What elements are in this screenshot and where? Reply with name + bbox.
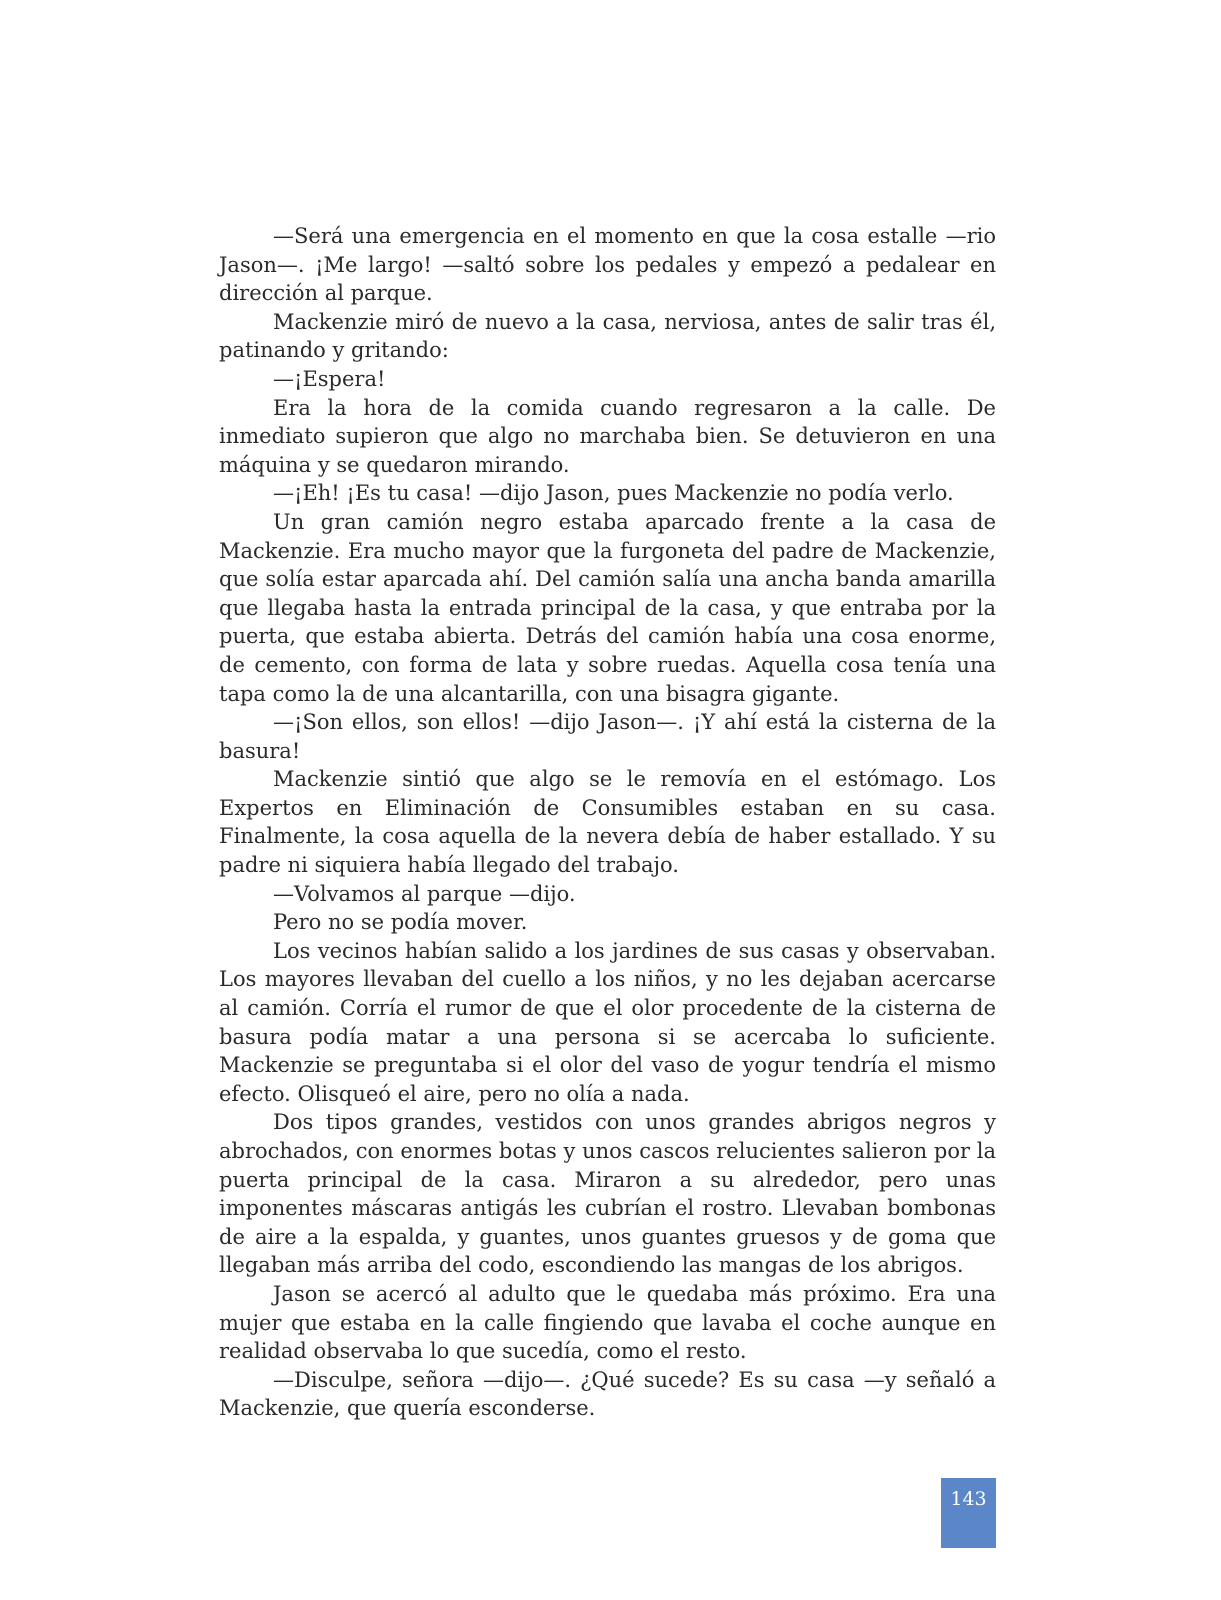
paragraph: Un gran camión negro estaba aparcado frente a la casa de Mackenzie. Era mucho mayor que la furgoneta del padre de Mackenzie, que solía estar aparcada ahí. Del camión salía una ancha banda amarilla que llegaba hasta la entrada principal de la casa, y que entraba por la puerta, que estaba abierta. Detrás del camión había una cosa enorme, de cemento, con forma de lata y sobre ruedas. Aquella cosa tenía una tapa como la de una alcantarilla, con una bisagra gigante. xyxy=(219,509,996,706)
paragraph: Pero no se podía mover. xyxy=(273,910,528,935)
page-number-tab xyxy=(941,1478,996,1548)
paragraph: —Será una emergencia en el momento en que la cosa estalle —rio Jason—. ¡Me largo! —saltó sobre los pedales y empezó a pedalear en dirección al parque. xyxy=(219,224,996,306)
paragraph: —¡Eh! ¡Es tu casa! —dijo Jason, pues Mackenzie no podía verlo. xyxy=(273,481,954,506)
paragraph: Los vecinos habían salido a los jardines de sus casas y observaban. Los mayores llevaban del cuello a los niños, y no les dejaban acercarse al camión. Corría el rumor de que el olor procedente de la cisterna de basura podía matar a una persona si se acercaba lo suficiente. Mackenzie se preguntaba si el olor del vaso de yogur tendría el mismo efecto. Olisqueó el aire, pero no olía a nada. xyxy=(219,938,996,1106)
paragraph: Mackenzie sintió que algo se le removía en el estómago. Los Expertos en Eliminación de Consumibles estaban en su casa. Finalmente, la cosa aquella de la nevera debía de haber estallado. Y su padre ni siquiera había llegado del trabajo. xyxy=(219,767,996,878)
page-number: 143 xyxy=(950,1488,987,1510)
paragraph: Mackenzie miró de nuevo a la casa, nerviosa, antes de salir tras él, patinando y gritando: xyxy=(219,309,996,363)
paragraph: —Disculpe, señora —dijo—. ¿Qué sucede? Es su casa —y señaló a Mackenzie, que quería esconderse. xyxy=(219,1367,996,1421)
paragraph: Jason se acercó al adulto que le quedaba más próximo. Era una mujer que estaba en la calle fingiendo que lavaba el coche aunque en realidad observaba lo que sucedía, como el resto. xyxy=(219,1281,996,1364)
body-text xyxy=(219,222,996,1423)
paragraph: Dos tipos grandes, vestidos con unos grandes abrigos negros y abrochados, con enormes botas y unos cascos relucientes salieron por la puerta principal de la casa. Miraron a su alrededor, pero unas imponentes máscaras antigás les cubrían el rostro. Llevaban bombonas de aire a la espalda, y guantes, unos guantes gruesos y de goma que llegaban más arriba del codo, escondiendo las mangas de los abrigos. xyxy=(219,1110,996,1278)
paragraph: —Volvamos al parque —dijo. xyxy=(273,881,576,906)
paragraph: —¡Son ellos, son ellos! —dijo Jason—. ¡Y ahí está la cisterna de la basura! xyxy=(219,710,996,763)
paragraph: —¡Espera! xyxy=(273,366,386,391)
paragraph: Era la hora de la comida cuando regresaron a la calle. De inmediato supieron que algo no marchaba bien. Se detuvieron en una máquina y se quedaron mirando. xyxy=(219,395,996,477)
